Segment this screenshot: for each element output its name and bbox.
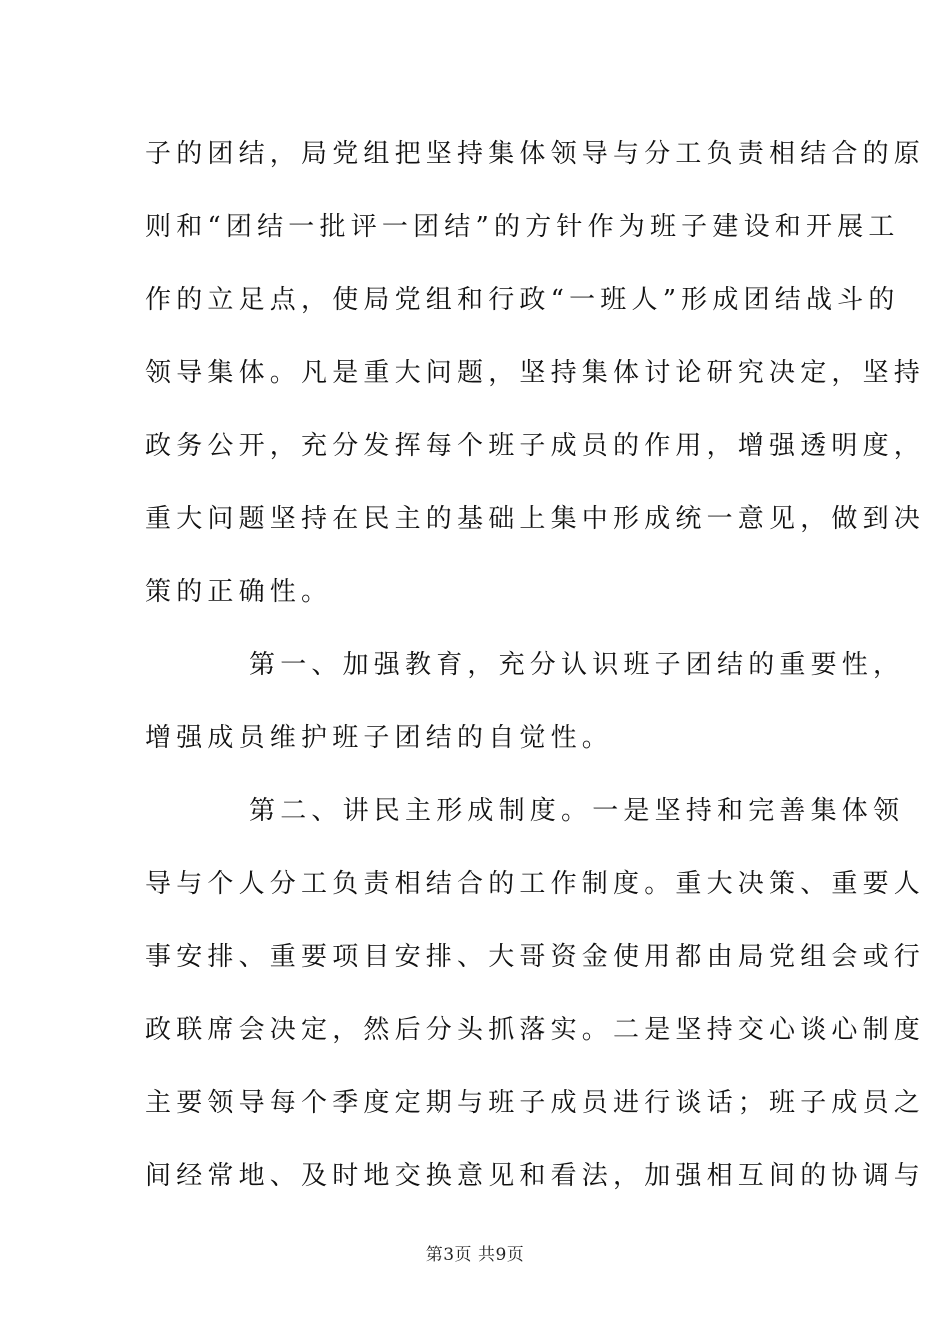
text-line: 领导集体。凡是重大问题，坚持集体讨论研究决定，坚持: [145, 358, 926, 388]
text-line: 重大问题坚持在民主的基础上集中形成统一意见，做到决: [145, 504, 926, 534]
text-line: 子的团结，局党组把坚持集体领导与分工负责相结合的原: [145, 139, 926, 169]
text-line: 政务公开，充分发挥每个班子成员的作用，增强透明度，: [145, 431, 926, 461]
text-line: 主要领导每个季度定期与班子成员进行谈话；班子成员之: [145, 1088, 926, 1118]
page-number-footer: 第3页 共9页: [425, 1245, 525, 1265]
paragraph-heading-line: 第二、讲民主形成制度。一是坚持和完善集体领: [249, 796, 905, 826]
text-line: 作的立足点，使局党组和行政“一班人”形成团结战斗的: [145, 285, 900, 315]
text-line: 政联席会决定，然后分头抓落实。二是坚持交心谈心制度: [145, 1015, 926, 1045]
text-line: 策的正确性。: [145, 577, 333, 607]
text-line: 事安排、重要项目安排、大哥资金使用都由局党组会或行: [145, 942, 926, 972]
text-line: 间经常地、及时地交换意见和看法，加强相互间的协调与: [145, 1161, 926, 1191]
text-line: 则和“团结一批评一团结”的方针作为班子建设和开展工: [145, 212, 900, 242]
text-line: 导与个人分工负责相结合的工作制度。重大决策、重要人: [145, 869, 926, 899]
paragraph-heading-line: 第一、加强教育，充分认识班子团结的重要性，: [249, 650, 905, 680]
text-line: 增强成员维护班子团结的自觉性。: [145, 723, 614, 753]
